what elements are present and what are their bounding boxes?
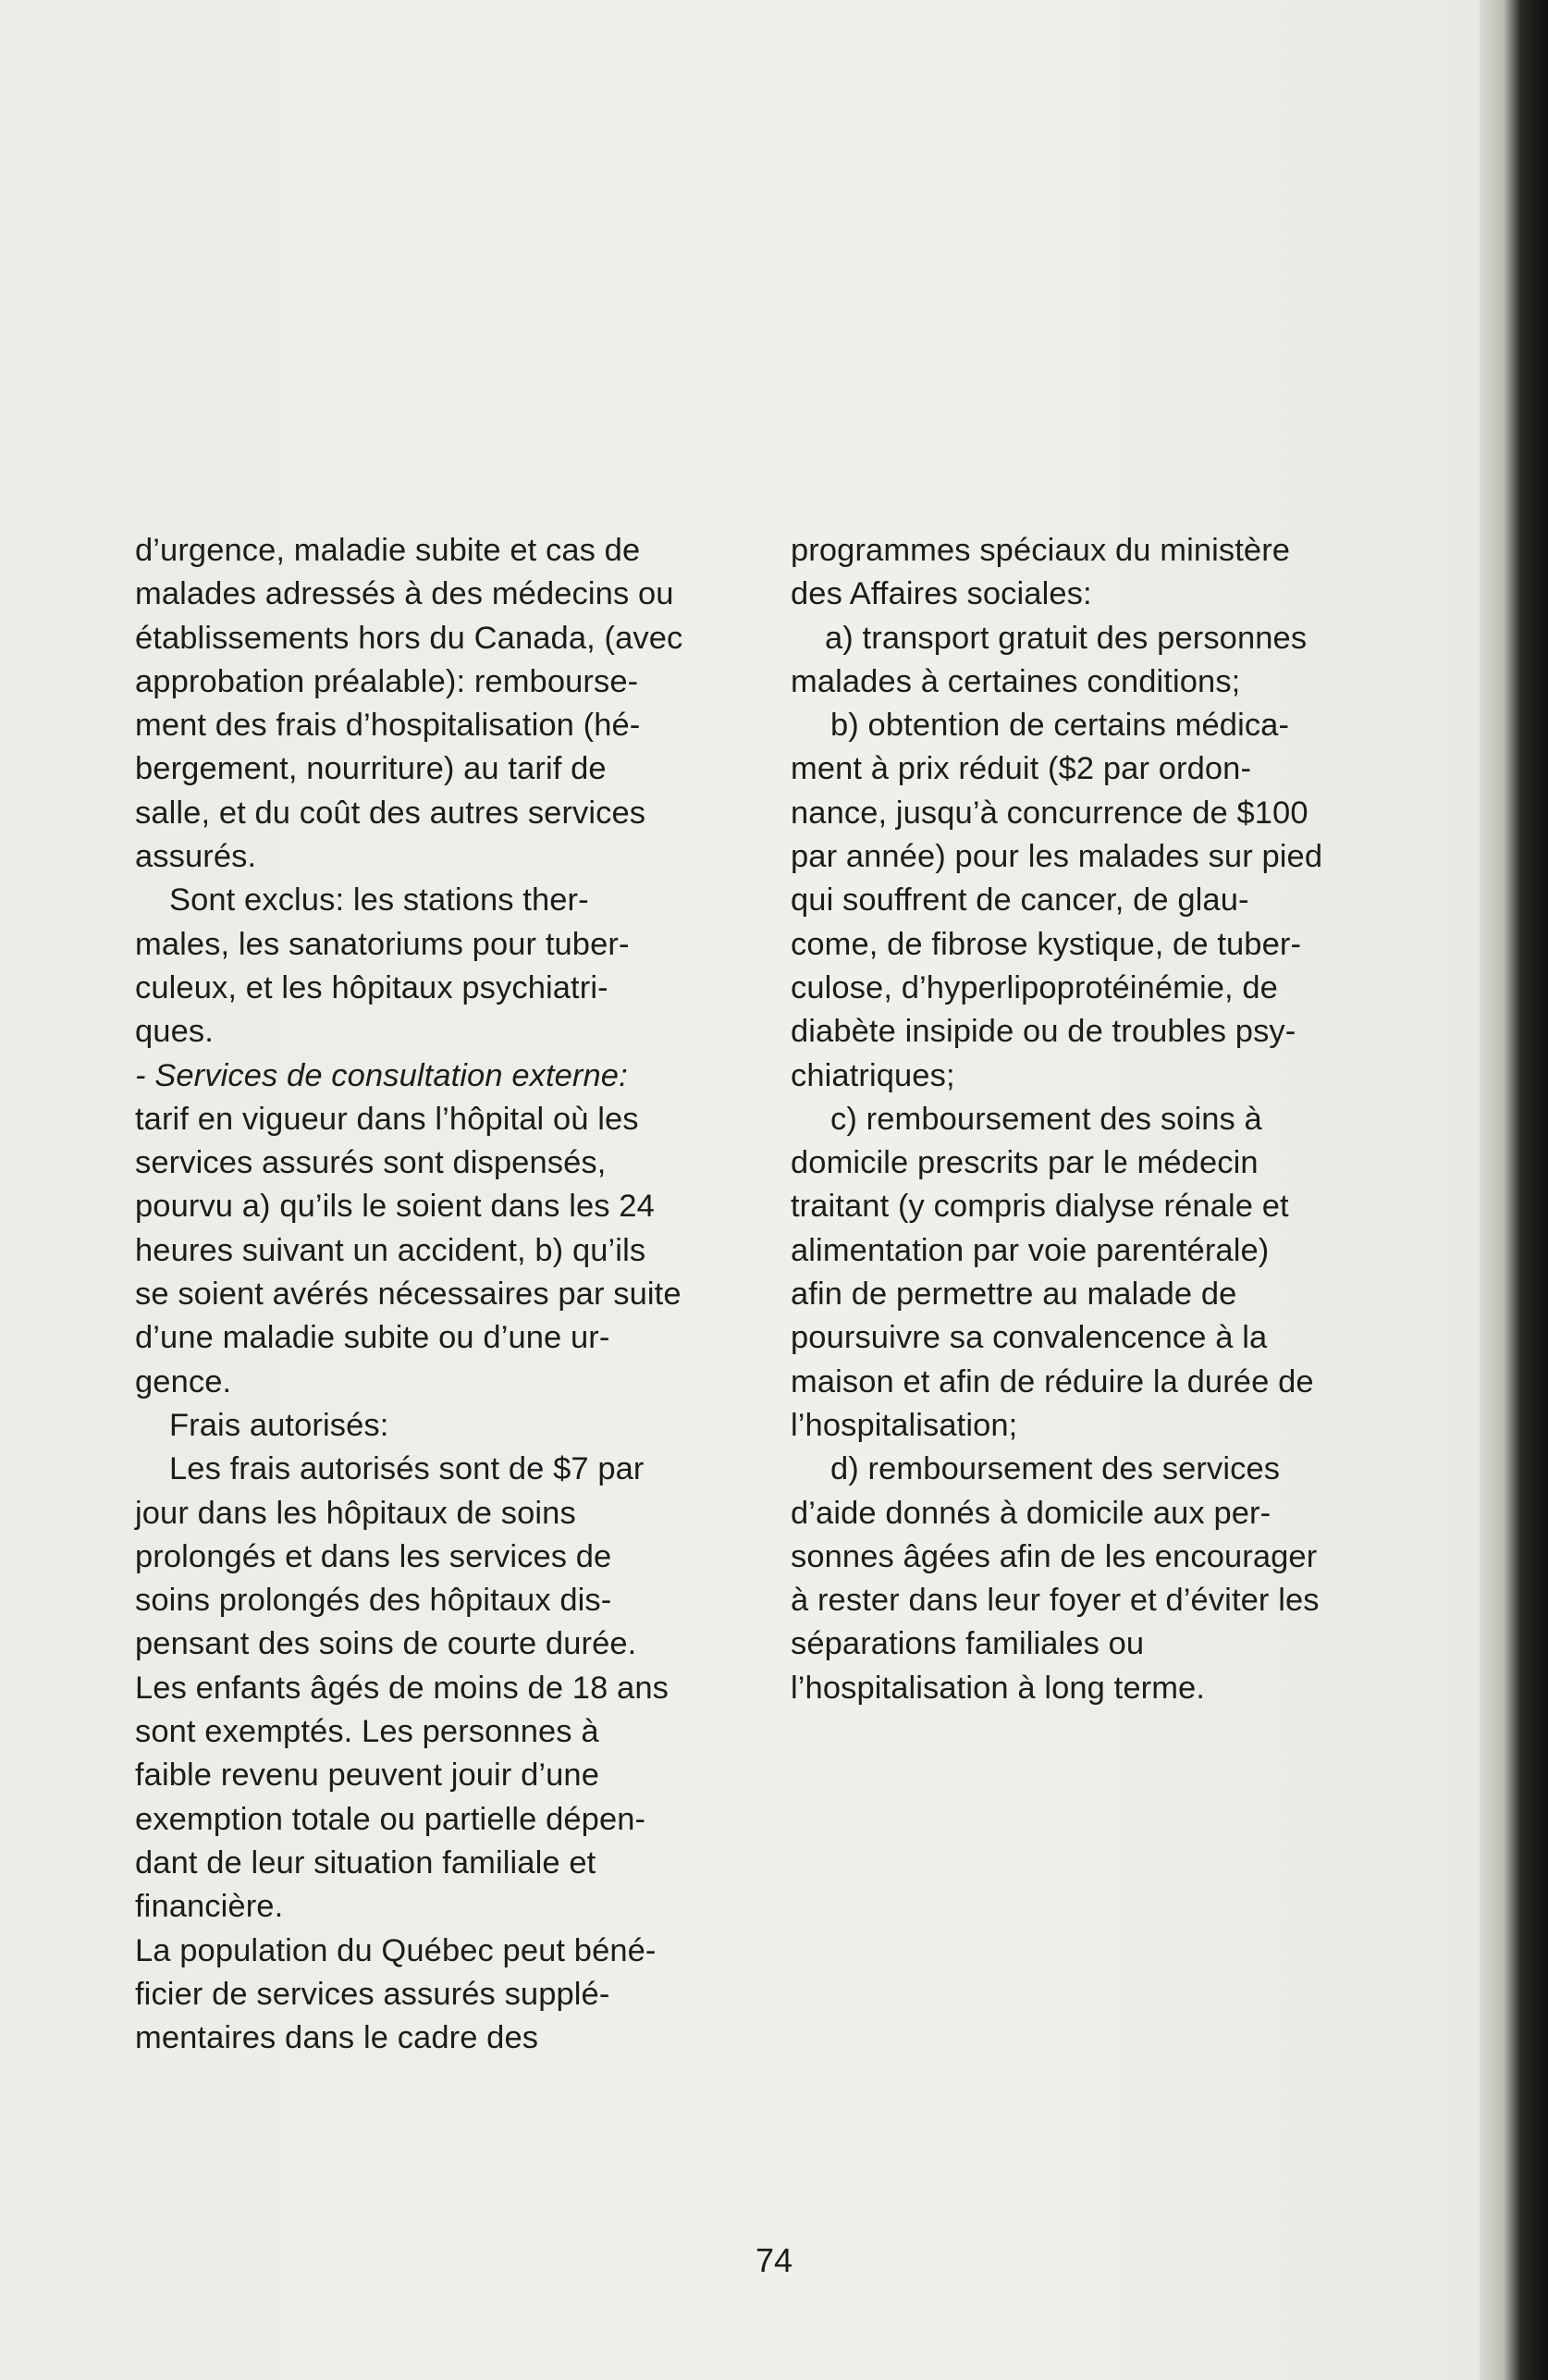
text-line: des Affaires sociales: — [791, 576, 1092, 612]
text-line: chiatriques; — [791, 1057, 955, 1093]
text-line: ment à prix réduit ($2 par ordon- — [791, 751, 1252, 787]
section-heading: - Services de consultation externe: — [135, 1057, 628, 1093]
text-line: faible revenu peuvent jouir d’une — [135, 1757, 599, 1794]
text-line: ment des frais d’hospitalisation (hé- — [135, 708, 641, 744]
text-line: sont exemptés. Les personnes à — [135, 1714, 599, 1750]
text-line: maison et afin de réduire la durée de — [791, 1363, 1314, 1400]
text-line: come, de fibrose kystique, de tuber- — [791, 926, 1302, 962]
text-line: l’hospitalisation à long terme. — [791, 1670, 1206, 1706]
text-line: ficier de services assurés supplé- — [135, 1976, 610, 2012]
text-line: mentaires dans le cadre des — [135, 2020, 539, 2056]
left-text-column — [135, 529, 756, 2060]
text-line: approbation préalable): rembourse- — [135, 663, 639, 699]
text-line: exemption totale ou partielle dépen- — [135, 1801, 646, 1837]
text-line: traitant (y compris dialyse rénale et — [791, 1189, 1289, 1225]
text-line: Les frais autorisés sont de $7 par — [169, 1451, 645, 1487]
text-line: domicile prescrits par le médecin — [791, 1145, 1259, 1181]
text-line: alimentation par voie parentérale) — [791, 1232, 1270, 1268]
text-line: d’aide donnés à domicile aux per- — [791, 1495, 1272, 1531]
book-spine-edge — [1480, 0, 1548, 2380]
text-line: dant de leur situation familiale et — [135, 1844, 596, 1881]
text-line: l’hospitalisation; — [791, 1407, 1018, 1443]
text-line: prolongés et dans les services de — [135, 1538, 612, 1574]
text-line: malades adressés à des médecins ou — [135, 576, 674, 612]
text-line: diabète insipide ou de troubles psy- — [791, 1014, 1296, 1050]
text-line: culeux, et les hôpitaux psychiatri- — [135, 969, 608, 1005]
text-line: d’urgence, maladie subite et cas de — [135, 533, 641, 568]
text-line: établissements hors du Canada, (avec — [135, 620, 683, 656]
text-line: sonnes âgées afin de les encourager — [791, 1538, 1318, 1574]
text-line: poursuivre sa convalencence à la — [791, 1320, 1268, 1356]
text-line: Les enfants âgés de moins de 18 ans — [135, 1670, 669, 1706]
text-line: culose, d’hyperlipoprotéinémie, de — [791, 969, 1278, 1005]
text-line: salle, et du coût des autres services — [135, 795, 646, 831]
text-line: jour dans les hôpitaux de soins — [135, 1495, 576, 1531]
text-line: gence. — [135, 1363, 232, 1400]
text-line: afin de permettre au malade de — [791, 1276, 1237, 1313]
text-line: males, les sanatoriums pour tuber- — [135, 926, 630, 962]
text-line: Sont exclus: les stations ther- — [169, 882, 589, 919]
list-item-d: d) remboursement des services — [830, 1451, 1281, 1487]
text-line: tarif en vigueur dans l’hôpital où les — [135, 1101, 639, 1137]
page-number: 74 — [755, 2241, 793, 2279]
subheading-line: Frais autorisés: — [169, 1407, 389, 1443]
text-line: d’une maladie subite ou d’une ur- — [135, 1320, 610, 1356]
list-item-a: a) transport gratuit des personnes — [825, 620, 1308, 656]
text-line: bergement, nourriture) au tarif de — [135, 751, 607, 787]
text-line: malades à certaines conditions; — [791, 663, 1241, 699]
section-heading-line — [135, 1054, 756, 1098]
text-line: financière. — [135, 1889, 284, 1925]
text-line: heures suivant un accident, b) qu’ils — [135, 1232, 646, 1268]
text-line: ques. — [135, 1014, 214, 1050]
text-line: La population du Québec peut béné- — [135, 1932, 657, 1968]
right-text-column — [791, 529, 1410, 1710]
text-line: services assurés sont dispensés, — [135, 1145, 607, 1181]
list-item-c: c) remboursement des soins à — [830, 1101, 1262, 1137]
text-line: pourvu a) qu’ils le soient dans les 24 — [135, 1189, 655, 1225]
text-line: soins prolongés des hôpitaux dis- — [135, 1583, 612, 1619]
text-line: programmes spéciaux du ministère — [791, 533, 1291, 568]
text-line: séparations familiales ou — [791, 1626, 1145, 1662]
text-line: assurés. — [135, 839, 257, 875]
text-line: se soient avérés nécessaires par suite — [135, 1276, 682, 1313]
text-line: nance, jusqu’à concurrence de $100 — [791, 795, 1308, 831]
text-line: à rester dans leur foyer et d’éviter les — [791, 1583, 1320, 1619]
list-item-b: b) obtention de certains médica- — [830, 708, 1290, 744]
text-line: pensant des soins de courte durée. — [135, 1626, 637, 1662]
text-line: qui souffrent de cancer, de glau- — [791, 882, 1249, 919]
text-line: par année) pour les malades sur pied — [791, 839, 1323, 875]
